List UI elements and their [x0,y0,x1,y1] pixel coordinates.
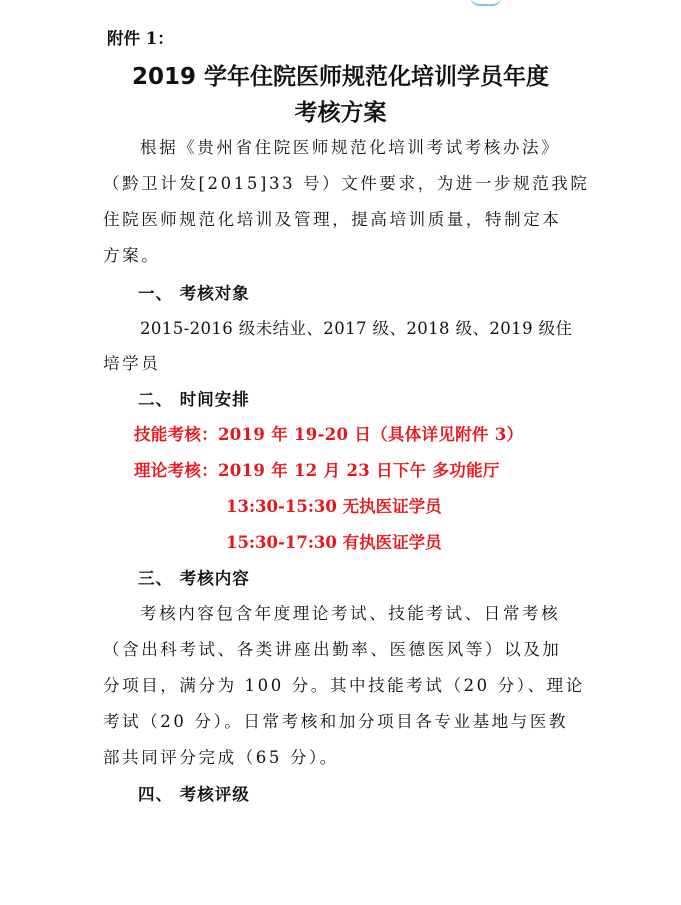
schedule-skill-exam: 技能考核：2019 年 19-20 日（具体详见附件 3） [134,425,524,444]
intro-line-1: 根据《贵州省住院医师规范化培训考试考核办法》 [140,138,561,157]
section-1-line-2: 培学员 [103,354,161,373]
section-heading-1: 一、 考核对象 [138,284,250,303]
schedule-slot-1: 13:30-15:30 无执医证学员 [226,497,442,516]
title-line-1: 2019 学年住院医师规范化培训学员年度 [131,64,550,90]
section-3-line-5: 部共同评分完成（65 分）。 [103,748,339,767]
title-line-2: 考核方案 [294,100,387,126]
section-3-line-2: （含出科考试、各类讲座出勤率、医德医风等）以及加 [103,640,562,659]
section-heading-3: 三、 考核内容 [138,569,250,588]
intro-line-3: 住院医师规范化培训及管理，提高培训质量，特制定本 [103,210,562,229]
intro-line-4: 方案。 [103,246,161,265]
attachment-label: 附件 1： [107,29,174,48]
section-3-line-4: 考试（20 分）。日常考核和加分项目各专业基地与医教 [103,712,569,731]
schedule-slot-2: 15:30-17:30 有执医证学员 [226,533,442,552]
corner-mark [470,0,502,6]
section-3-line-1: 考核内容包含年度理论考试、技能考试、日常考核 [140,604,561,623]
section-1-line-1: 2015-2016 级未结业、2017 级、2018 级、2019 级住 [140,319,573,338]
section-heading-4: 四、 考核评级 [138,785,250,804]
section-heading-2: 二、 时间安排 [138,390,250,409]
section-3-line-3: 分项目，满分为 100 分。其中技能考试（20 分）、理论 [103,676,585,695]
schedule-theory-exam: 理论考核：2019 年 12 月 23 日下午 多功能厅 [134,461,500,480]
intro-line-2: （黔卫计发[2015]33 号）文件要求，为进一步规范我院 [103,174,590,193]
